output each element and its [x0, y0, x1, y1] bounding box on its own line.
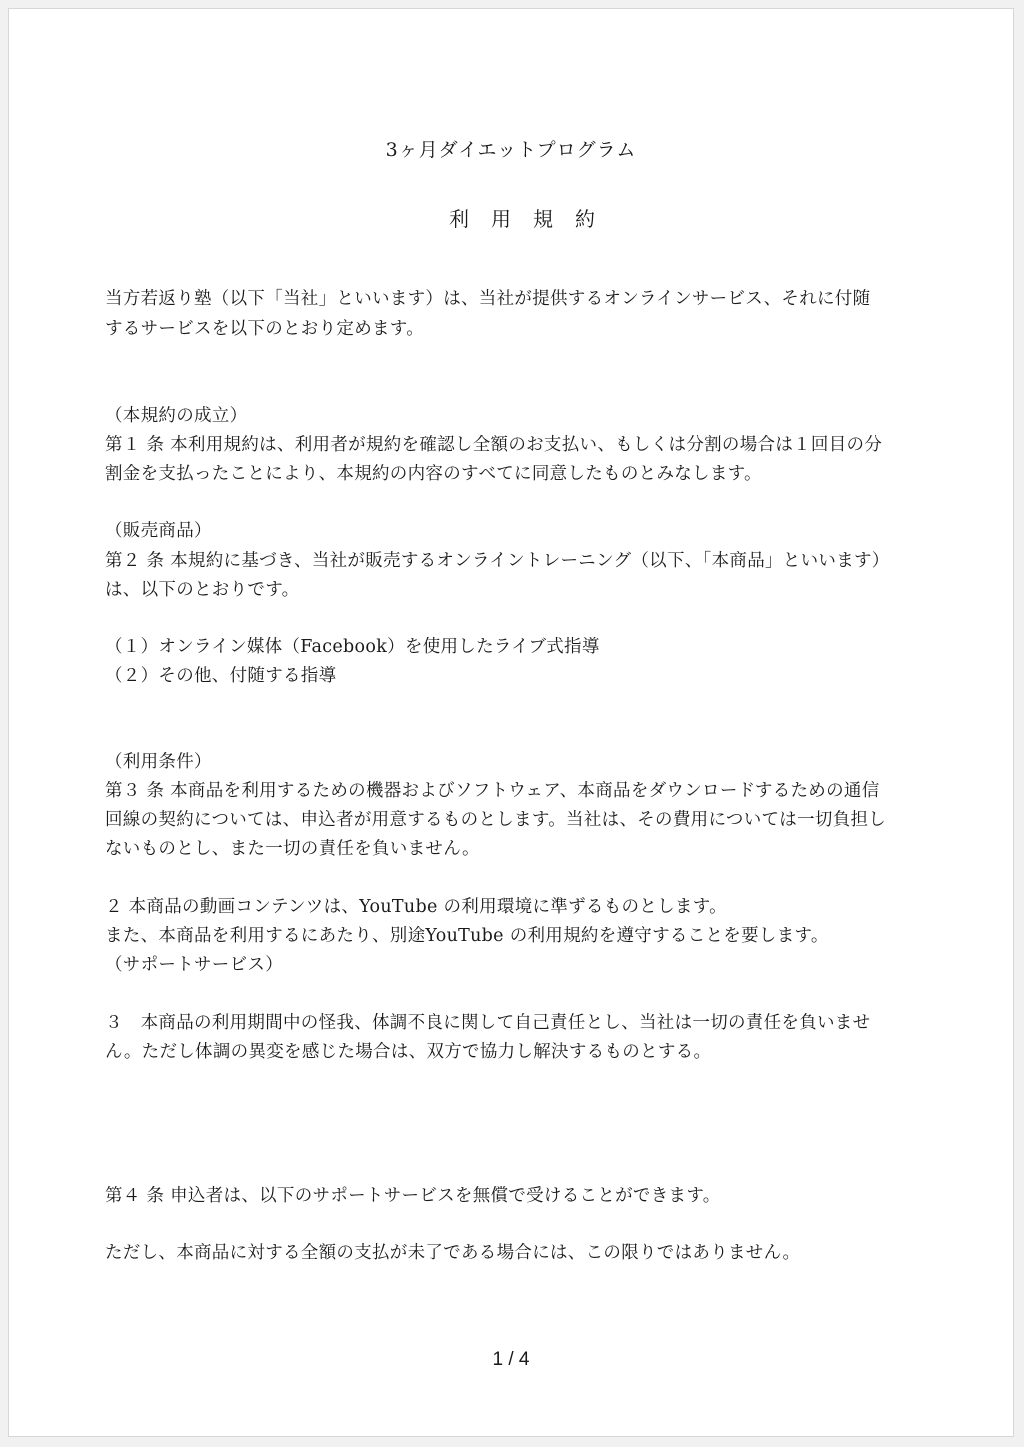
document-page [8, 8, 1014, 1437]
article-3-line-2: 回線の契約については、申込者が用意するものとします。当社は、その費用については一切負担し [105, 810, 887, 830]
article-1-heading: （本規約の成立） [105, 406, 248, 426]
article-2-item-2: （２）その他、付随する指導 [105, 666, 337, 686]
article-2-line-1: 第２ 条 本規約に基づき、当社が販売するオンライントレーニング（以下、「本商品」といいます） [105, 551, 890, 571]
article-1-line-2: 割金を支払ったことにより、本規約の内容のすべてに同意したものとみなします。 [105, 464, 762, 484]
program-title: 3ヶ月ダイエットプログラム [385, 139, 637, 161]
article-4-line: 第４ 条 申込者は、以下のサポートサービスを無償で受けることができます。 [105, 1186, 721, 1206]
article-2-item-1: （１）オンライン媒体（Facebook）を使用したライブ式指導 [105, 637, 600, 657]
article-3-para-2-line-1: ２ 本商品の動画コンテンツは、YouTube の利用環境に準ずるものとします。 [105, 897, 727, 917]
article-3-heading: （利用条件） [105, 752, 212, 772]
article-3-para-3-line-1: ３ 本商品の利用期間中の怪我、体調不良に関して自己責任とし、当社は一切の責任を負いませ [105, 1013, 871, 1033]
article-3-para-2-line-2: また、本商品を利用するにあたり、別途YouTube の利用規約を遵守することを要します。 [105, 926, 829, 946]
intro-line-2: するサービスを以下のとおり定めます。 [105, 319, 424, 339]
support-service-heading: （サポートサービス） [105, 955, 283, 975]
article-3-line-1: 第３ 条 本商品を利用するための機器およびソフトウェア、本商品をダウンロードするための通信 [105, 781, 880, 801]
intro-line-1: 当方若返り塾（以下「当社」といいます）は、当社が提供するオンラインサービス、それに付随 [105, 289, 871, 309]
article-3-line-3: ないものとし、また一切の責任を負いません。 [105, 839, 480, 859]
article-4-note: ただし、本商品に対する全額の支払が未了である場合には、この限りではありません。 [105, 1243, 801, 1263]
article-3-para-3-line-2: ん。ただし体調の異変を感じた場合は、双方で協力し解決するものとする。 [105, 1042, 712, 1062]
page-title: 利用規約 [449, 207, 617, 231]
article-1-line-1: 第１ 条 本利用規約は、利用者が規約を確認し全額のお支払い、もしくは分割の場合は１回目の分 [105, 435, 883, 455]
page-number: 1 / 4 [492, 1349, 530, 1370]
article-2-line-2: は、以下のとおりです。 [105, 580, 300, 600]
article-2-heading: （販売商品） [105, 521, 212, 541]
